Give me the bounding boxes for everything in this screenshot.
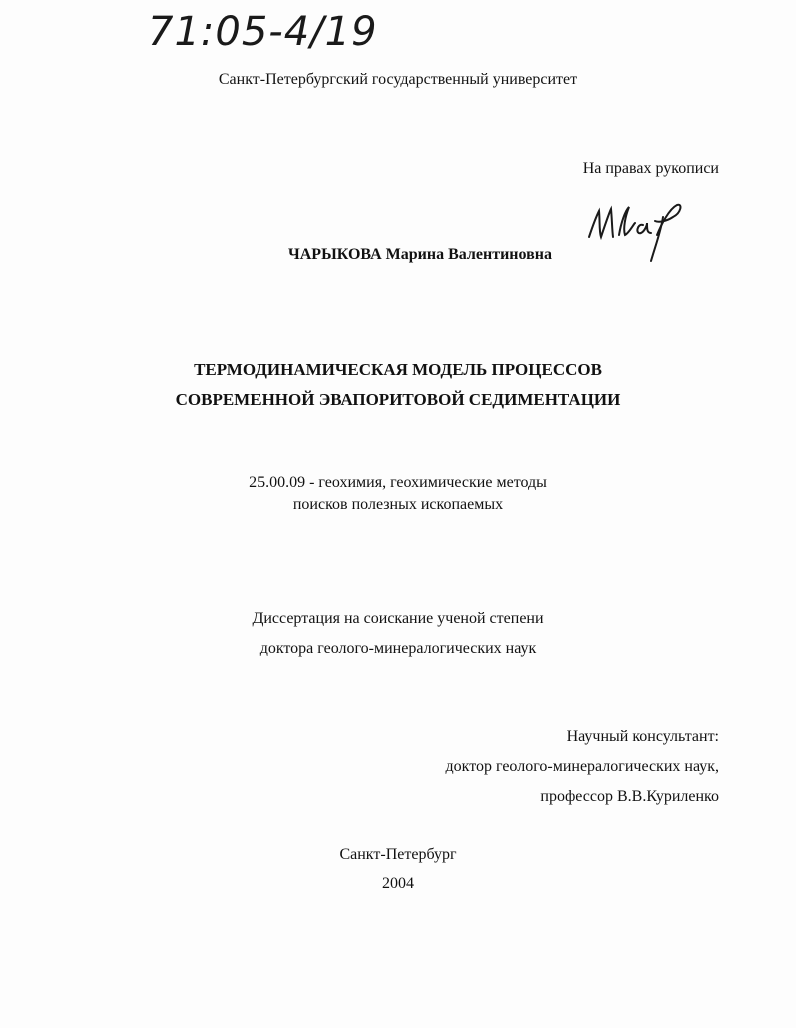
degree-line-2: доктора геолого-минералогических наук — [259, 640, 537, 657]
specialty-line-2: поисков полезных ископаемых — [292, 496, 504, 513]
dissertation-title-line-1: ТЕРМОДИНАМИЧЕСКАЯ МОДЕЛЬ ПРОЦЕССОВ — [194, 360, 602, 379]
university-name: Санкт-Петербургский государственный университет — [218, 71, 578, 88]
consultant-label: Научный консультант: — [566, 728, 719, 745]
author-name — [288, 245, 552, 265]
footer-year: 2004 — [382, 875, 414, 892]
author-given-names: Марина Валентиновна — [385, 246, 552, 263]
signature-image — [585, 195, 695, 267]
author-surname: ЧАРЫКОВА — [288, 246, 382, 263]
consultant-name: профессор В.В.Куриленко — [540, 788, 719, 805]
footer-city: Санкт-Петербург — [339, 846, 457, 863]
degree-line-1: Диссертация на соискание ученой степени — [252, 610, 544, 627]
archive-code-handwritten: 71:05-4/19 — [148, 9, 378, 55]
specialty-line-1: 25.00.09 - геохимия, геохимические методы — [249, 474, 547, 491]
manuscript-rights-note: На правах рукописи — [582, 160, 719, 177]
consultant-degree: доктор геолого-минералогических наук, — [445, 758, 719, 775]
dissertation-title-line-2: СОВРЕМЕННОЙ ЭВАПОРИТОВОЙ СЕДИМЕНТАЦИИ — [175, 390, 621, 409]
